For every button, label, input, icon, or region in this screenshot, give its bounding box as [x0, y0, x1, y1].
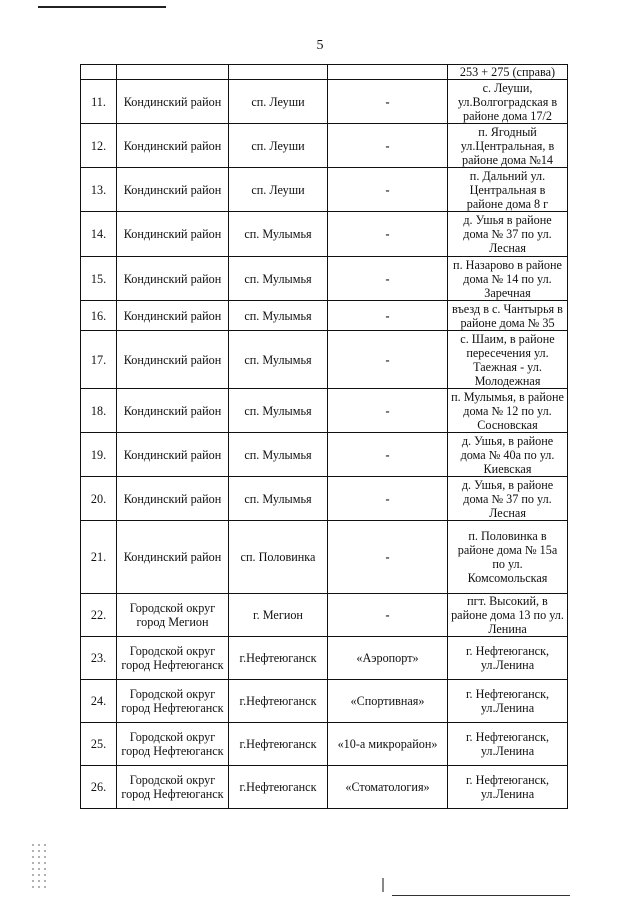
cell-location: п. Дальний ул. Центральная в районе дома 8 г	[448, 168, 568, 212]
table-body	[81, 65, 568, 809]
stops-table	[80, 64, 568, 809]
cell-stop: «Спортивная»	[328, 680, 448, 723]
cell-num: 24.	[81, 680, 117, 723]
cell-num: 15.	[81, 257, 117, 301]
cell-location: г. Нефтеюганск, ул.Ленина	[448, 680, 568, 723]
cell-stop: -	[328, 594, 448, 637]
table-row	[81, 331, 568, 389]
cell-location: пгт. Высокий, в районе дома 13 по ул. Ленина	[448, 594, 568, 637]
cell-district: Городской округ город Нефтеюганск	[117, 766, 229, 809]
cell-stop: «10-а микрорайон»	[328, 723, 448, 766]
bottom-rule	[392, 895, 570, 896]
table-row	[81, 124, 568, 168]
cell-num: 26.	[81, 766, 117, 809]
cell-num: 13.	[81, 168, 117, 212]
cell-location: г. Нефтеюганск, ул.Ленина	[448, 766, 568, 809]
cell-district: Городской округ город Нефтеюганск	[117, 723, 229, 766]
table-row	[81, 680, 568, 723]
cell-settlement: сп. Леуши	[229, 124, 328, 168]
cell-num: 23.	[81, 637, 117, 680]
cell-num: 14.	[81, 212, 117, 257]
cell-settlement: г.Нефтеюганск	[229, 723, 328, 766]
table-row	[81, 433, 568, 477]
cell-stop	[328, 65, 448, 80]
cell-district: Кондинский район	[117, 80, 229, 124]
table-row	[81, 637, 568, 680]
cell-settlement: сп. Мулымья	[229, 433, 328, 477]
table-row	[81, 168, 568, 212]
cell-stop: -	[328, 301, 448, 331]
cell-settlement: г.Нефтеюганск	[229, 637, 328, 680]
cell-settlement: сп. Мулымья	[229, 212, 328, 257]
table-row	[81, 212, 568, 257]
cell-stop: -	[328, 80, 448, 124]
cell-location: п. Ягодный ул.Центральная, в районе дома №14	[448, 124, 568, 168]
scan-speckle	[30, 842, 48, 892]
scan-mark	[382, 878, 384, 892]
cell-num: 25.	[81, 723, 117, 766]
cell-num: 17.	[81, 331, 117, 389]
cell-location: с. Леуши, ул.Волгоградская в районе дома 17/2	[448, 80, 568, 124]
cell-settlement: сп. Мулымья	[229, 331, 328, 389]
cell-stop: -	[328, 389, 448, 433]
cell-stop: -	[328, 477, 448, 521]
cell-district: Кондинский район	[117, 433, 229, 477]
cell-settlement: сп. Мулымья	[229, 301, 328, 331]
cell-settlement	[229, 65, 328, 80]
cell-settlement: г.Нефтеюганск	[229, 680, 328, 723]
cell-settlement: сп. Мулымья	[229, 389, 328, 433]
cell-stop: -	[328, 168, 448, 212]
cell-district	[117, 65, 229, 80]
cell-num: 20.	[81, 477, 117, 521]
cell-district: Кондинский район	[117, 168, 229, 212]
cell-location: д. Ушья в районе дома № 37 по ул. Лесная	[448, 212, 568, 257]
cell-settlement: сп. Леуши	[229, 168, 328, 212]
table-row	[81, 594, 568, 637]
cell-stop: «Стоматология»	[328, 766, 448, 809]
cell-stop: -	[328, 331, 448, 389]
page-number: 5	[316, 38, 324, 53]
continuation-row	[81, 65, 568, 80]
cell-num: 21.	[81, 521, 117, 594]
cell-location: въезд в с. Чантырья в районе дома № 35	[448, 301, 568, 331]
cell-settlement: сп. Мулымья	[229, 477, 328, 521]
cell-stop: -	[328, 124, 448, 168]
cell-stop: -	[328, 257, 448, 301]
cell-district: Кондинский район	[117, 521, 229, 594]
cell-num: 22.	[81, 594, 117, 637]
table-row	[81, 766, 568, 809]
cell-district: Кондинский район	[117, 331, 229, 389]
cell-location: г. Нефтеюганск, ул.Ленина	[448, 723, 568, 766]
cell-location: г. Нефтеюганск, ул.Ленина	[448, 637, 568, 680]
cell-location: п. Назарово в районе дома № 14 по ул. Заречная	[448, 257, 568, 301]
cell-stop: -	[328, 433, 448, 477]
table-row	[81, 477, 568, 521]
cell-settlement: сп. Половинка	[229, 521, 328, 594]
cell-district: Кондинский район	[117, 124, 229, 168]
cell-num: 12.	[81, 124, 117, 168]
cell-district: Городской округ город Мегион	[117, 594, 229, 637]
cell-location: п. Мулымья, в районе дома № 12 по ул. Сосновская	[448, 389, 568, 433]
cell-stop: «Аэропорт»	[328, 637, 448, 680]
table-row	[81, 80, 568, 124]
cell-num: 18.	[81, 389, 117, 433]
cell-stop: -	[328, 212, 448, 257]
cell-district: Городской округ город Нефтеюганск	[117, 680, 229, 723]
cell-district: Кондинский район	[117, 389, 229, 433]
table-row	[81, 723, 568, 766]
cell-district: Кондинский район	[117, 257, 229, 301]
cell-location: д. Ушья, в районе дома № 37 по ул. Лесная	[448, 477, 568, 521]
cell-district: Кондинский район	[117, 301, 229, 331]
cell-num	[81, 65, 117, 80]
cell-num: 19.	[81, 433, 117, 477]
cell-settlement: г.Нефтеюганск	[229, 766, 328, 809]
table-row	[81, 301, 568, 331]
cell-location: 253 + 275 (справа)	[448, 65, 568, 80]
cell-num: 11.	[81, 80, 117, 124]
cell-settlement: сп. Мулымья	[229, 257, 328, 301]
cell-stop: -	[328, 521, 448, 594]
cell-district: Кондинский район	[117, 477, 229, 521]
table-row	[81, 389, 568, 433]
table-row	[81, 257, 568, 301]
cell-location: с. Шаим, в районе пересечения ул. Таежная - ул. Молодежная	[448, 331, 568, 389]
cell-location: п. Половинка в районе дома № 15а по ул. Комсомольская	[448, 521, 568, 594]
cell-settlement: сп. Леуши	[229, 80, 328, 124]
top-rule	[38, 6, 166, 8]
cell-settlement: г. Мегион	[229, 594, 328, 637]
table-row	[81, 521, 568, 594]
cell-district: Кондинский район	[117, 212, 229, 257]
cell-location: д. Ушья, в районе дома № 40а по ул. Киевская	[448, 433, 568, 477]
cell-num: 16.	[81, 301, 117, 331]
cell-district: Городской округ город Нефтеюганск	[117, 637, 229, 680]
